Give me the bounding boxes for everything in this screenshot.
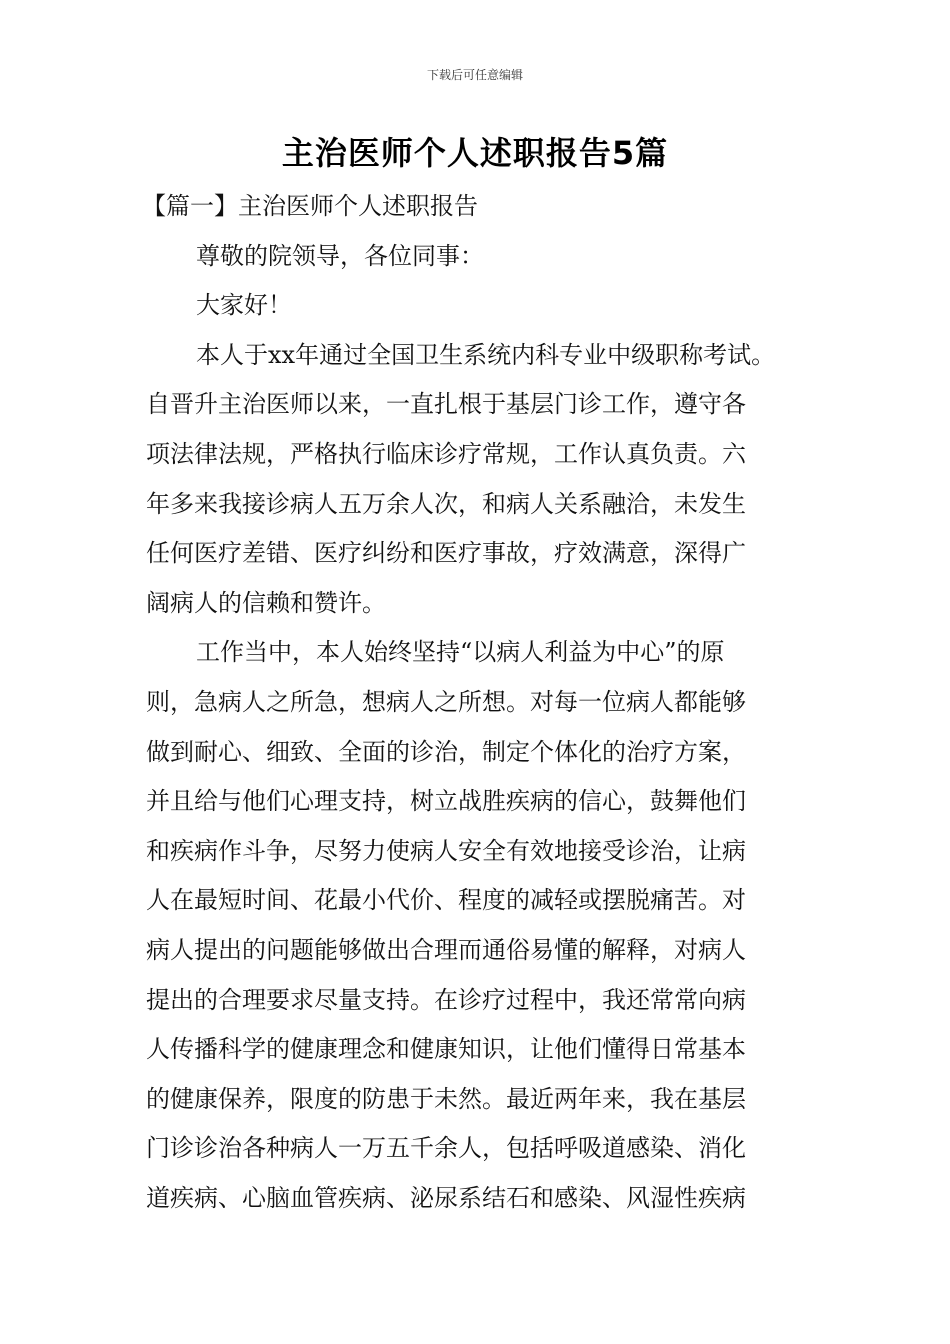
document-title: 主治医师个人述职报告5篇 <box>281 134 669 172</box>
paragraph-line: 和疾病作斗争，尽努力使病人安全有效地接受诊治，让病 <box>146 836 746 865</box>
paragraph-line: 提出的合理要求尽量支持。在诊疗过程中，我还常常向病 <box>146 985 746 1014</box>
paragraph-line: 门诊诊治各种病人一万五千余人，包括呼吸道感染、消化 <box>146 1134 746 1163</box>
paragraph-line: 阔病人的信赖和赞许。 <box>146 588 386 617</box>
paragraph-line: 人传播科学的健康理念和健康知识，让他们懂得日常基本 <box>146 1035 746 1064</box>
paragraph-line: 并且给与他们心理支持，树立战胜疾病的信心，鼓舞他们 <box>146 787 746 816</box>
paragraph-line: 项法律法规，严格执行临床诊疗常规，工作认真负责。六 <box>146 439 746 468</box>
paragraph-line: 本人于xx年通过全国卫生系统内科专业中级职称考试。 <box>196 340 776 369</box>
paragraph-2 <box>146 628 816 1223</box>
paragraph-1 <box>146 331 816 629</box>
paragraph-line: 道疾病、心脑血管疾病、泌尿系结石和感染、风湿性疾病 <box>146 1183 746 1212</box>
paragraph-line: 则，急病人之所急，想病人之所想。对每一位病人都能够 <box>146 687 746 716</box>
paragraph-line: 的健康保养，限度的防患于未然。最近两年来，我在基层 <box>146 1084 746 1113</box>
paragraph-line: 任何医疗差错、医疗纠纷和医疗事故，疗效满意，深得广 <box>146 539 746 568</box>
paragraph-line: 自晋升主治医师以来，一直扎根于基层门诊工作，遵守各 <box>146 390 746 419</box>
header-note: 下载后可任意编辑 <box>426 68 523 82</box>
greeting-line: 大家好！ <box>196 291 292 320</box>
greeting-line: 尊敬的院领导，各位同事： <box>196 241 484 270</box>
paragraph-line: 工作当中，本人始终坚持“以病人利益为中心”的原 <box>196 638 725 667</box>
section-heading: 【篇一】主治医师个人述职报告 <box>142 192 478 220</box>
paragraph-line: 做到耐心、细致、全面的诊治，制定个体化的治疗方案， <box>146 737 746 766</box>
paragraph-line: 人在最短时间、花最小代价、程度的减轻或摆脱痛苦。对 <box>146 886 746 915</box>
paragraph-line: 年多来我接诊病人五万余人次，和病人关系融洽，未发生 <box>146 489 746 518</box>
paragraph-line: 病人提出的问题能够做出合理而通俗易懂的解释，对病人 <box>146 935 746 964</box>
document-body <box>142 182 816 1223</box>
